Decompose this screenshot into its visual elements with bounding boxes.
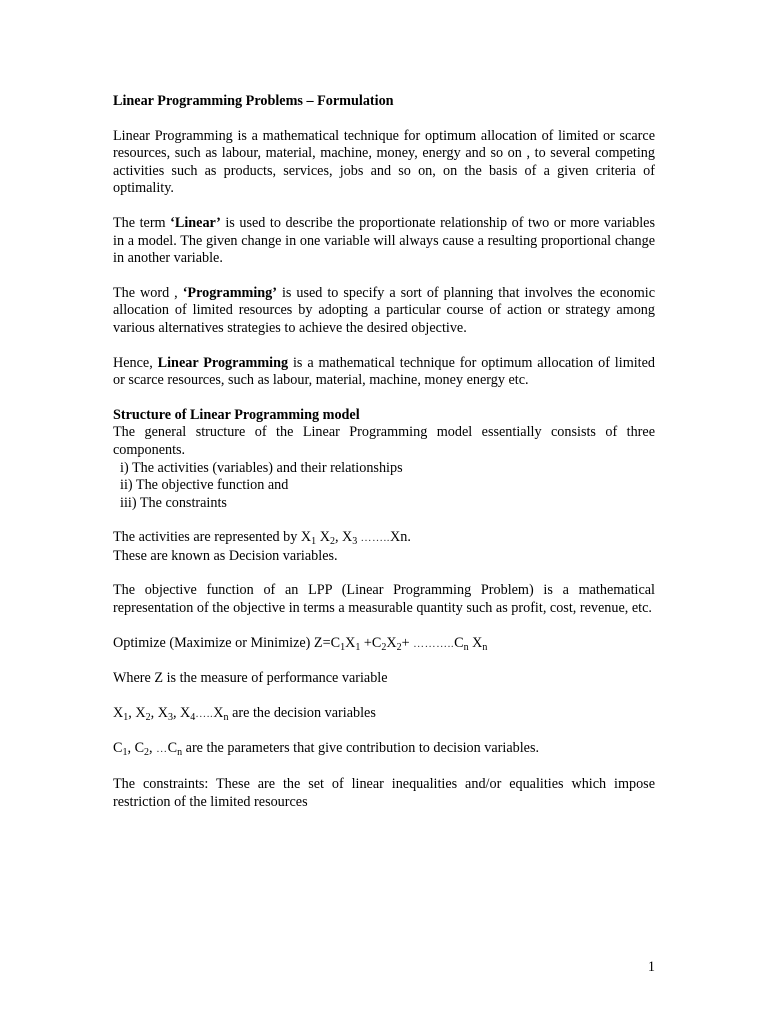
term-programming: ‘Programming’ (182, 284, 277, 301)
text: The activities are represented by X (113, 529, 312, 546)
text: The term (113, 214, 171, 231)
parameters-line (113, 740, 655, 759)
activities-line (113, 529, 655, 548)
subscript: 1 (355, 641, 361, 653)
text: , X (128, 704, 146, 721)
decision-variables-note: These are known as Decision variables. (113, 547, 338, 564)
ellipsis: ……….. (413, 637, 455, 650)
paragraph-hence (113, 355, 655, 390)
subscript: 1 (311, 536, 317, 548)
term-linear-programming: Linear Programming (157, 354, 289, 371)
subscript: n (482, 641, 488, 653)
subscript: 4 (190, 711, 196, 723)
text: , X (150, 704, 168, 721)
subscript: 1 (122, 747, 128, 759)
text: , C (127, 740, 145, 757)
text: Xn. (390, 529, 411, 546)
text: , X (334, 529, 353, 546)
text: is used to specify a sort of planning that involves the economic allocation of limited resources by adopting a particular course of action or strategy among various alternatives strategies to achieve the desired objective. (113, 284, 655, 336)
text: Hence, (113, 354, 158, 371)
text: X (316, 529, 330, 546)
subscript: 2 (329, 536, 335, 548)
text: C (454, 634, 464, 651)
list-item: iii) The constraints (120, 494, 227, 511)
decision-variables-line (113, 705, 655, 724)
list-item: i) The activities (variables) and their relationships (120, 459, 403, 476)
paragraph-constraints: The constraints: These are the set of linear inequalities and/or equalities which impose restriction of the limited resources (113, 776, 655, 810)
text: are the parameters that give contribution to decision variables. (182, 740, 540, 757)
text: , (149, 740, 157, 757)
subscript: 3 (352, 536, 358, 548)
text: C (113, 740, 123, 757)
text: X (468, 634, 483, 651)
ellipsis: ….. (195, 707, 214, 720)
text: X (113, 704, 124, 721)
subscript: n (463, 641, 469, 653)
list-item: ii) The objective function and (120, 477, 289, 494)
document-title: Linear Programming Problems – Formulation (113, 93, 394, 109)
paragraph-objective-function: The objective function of an LPP (Linear Programming Problem) is a mathematical representation of the objective in terms a measurable quantity such as profit, cost, revenue, etc. (113, 582, 655, 617)
where-z-line: Where Z is the measure of performance variable (113, 670, 388, 687)
text: X (386, 634, 397, 651)
text: are the decision variables (228, 704, 376, 721)
subscript: 2 (381, 641, 387, 653)
text: Optimize (Maximize or Minimize) Z=C (113, 634, 341, 651)
ellipsis: … (156, 743, 168, 756)
objective-formula (113, 635, 655, 654)
text: +C (360, 634, 382, 651)
text: The word , (113, 284, 183, 301)
page-number: 1 (647, 959, 655, 975)
text: + (401, 634, 414, 651)
paragraph-definition: Linear Programming is a mathematical technique for optimum allocation of limited or scarce resources, such as labour, material, machine, money, energy and so on , to several competing activities such as products, services, jobs and so on, on the basis of a given criteria of optimality. (113, 127, 655, 197)
subscript: 2 (145, 711, 151, 723)
text: , X (172, 704, 191, 721)
document-body (113, 93, 655, 811)
subscript: 1 (123, 711, 129, 723)
structure-heading: Structure of Linear Programming model (113, 406, 360, 423)
subscript: n (223, 711, 229, 723)
ellipsis: …….. (357, 532, 391, 545)
text: C (167, 740, 178, 757)
term-linear: ‘Linear’ (170, 214, 221, 231)
structure-intro: The general structure of the Linear Programming model essentially consists of three components. (113, 424, 655, 458)
text: X (345, 634, 356, 651)
subscript: 3 (167, 711, 173, 723)
subscript: n (177, 747, 183, 759)
text: is used to describe the proportionate relationship of two or more variables in a model. The given change in one variable will always cause a resulting proportional change in another variable. (113, 214, 655, 267)
subscript: 2 (144, 747, 150, 759)
text: X (213, 704, 224, 721)
subscript: 2 (396, 641, 402, 653)
paragraph-programming-term (113, 285, 655, 338)
subscript: 1 (340, 641, 346, 653)
text: is a mathematical technique for optimum allocation of limited or scarce resources, such as labour, material, machine, money energy etc. (113, 354, 656, 389)
paragraph-linear-term (113, 215, 655, 268)
